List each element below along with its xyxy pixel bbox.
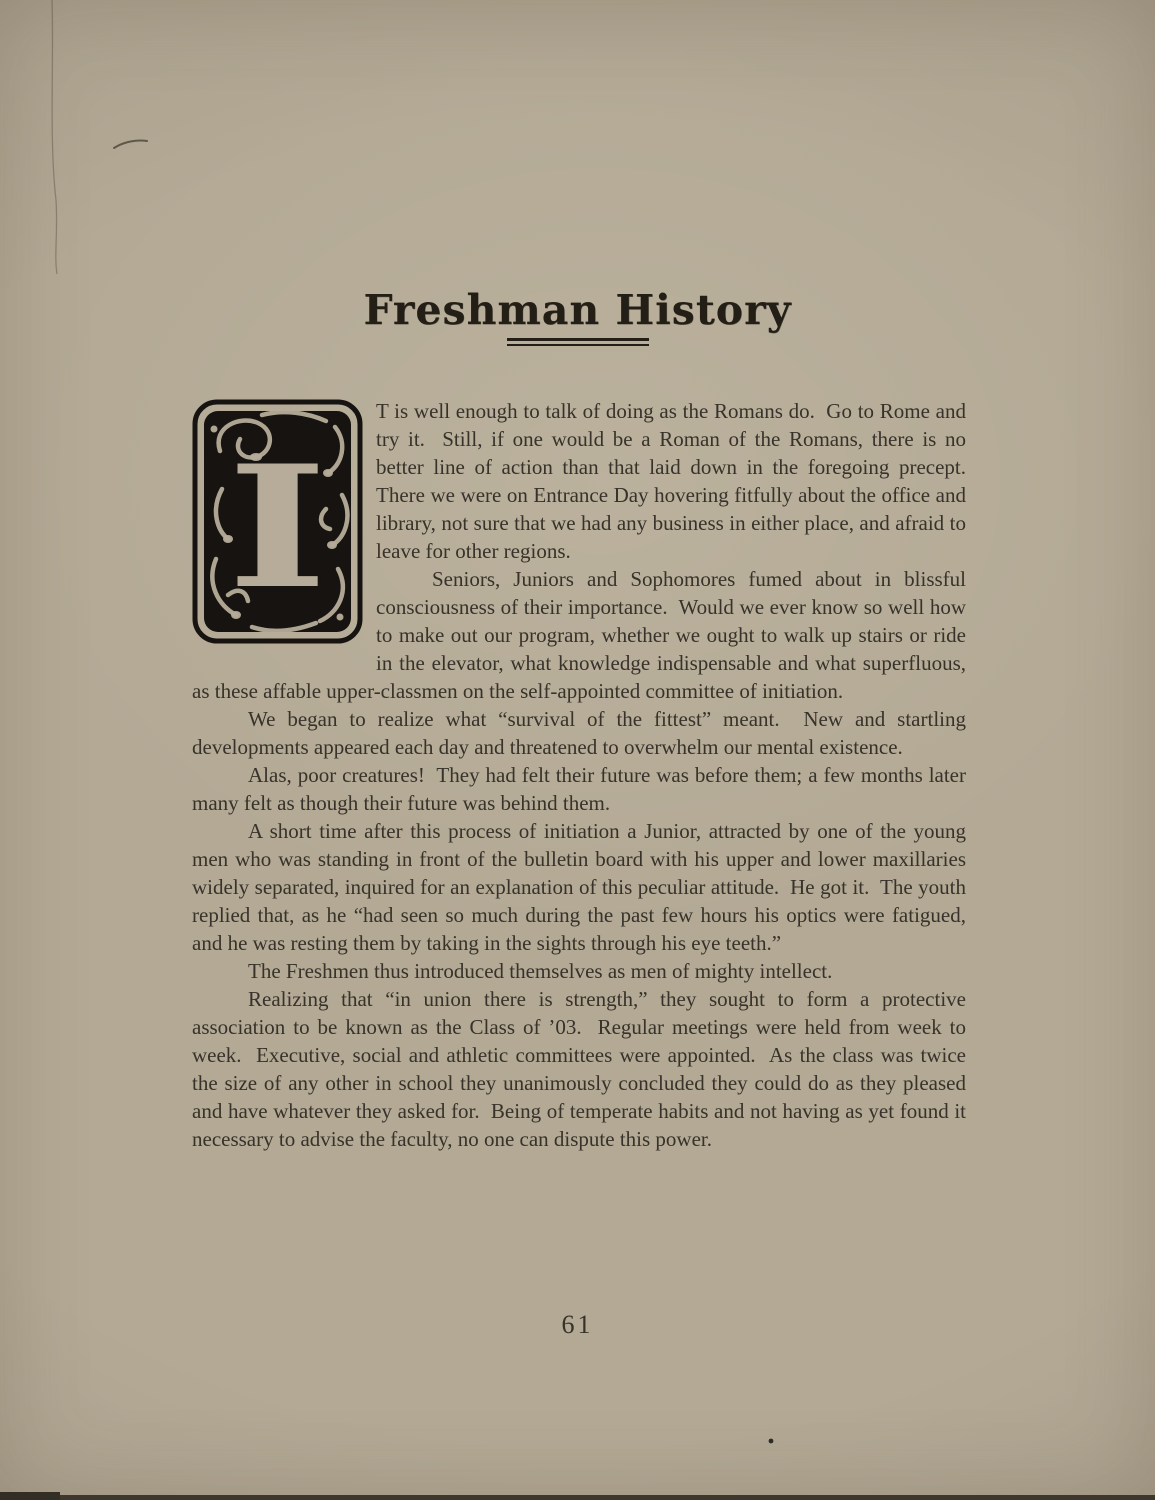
drop-cap-illustration (192, 399, 363, 644)
chapter-header (0, 288, 1155, 346)
title-underline-thin-rule (507, 344, 649, 346)
paragraph-1: T is well enough to talk of doing as the Romans do. Go to Rome and try it. Still, if one would be a Roman of the Romans, there is no better line of action than that laid down in the foregoing precept. There we were on Entrance Day hovering fitfully about the office and library, not sure that we had any business in either place, and afraid to leave for other regions. (376, 399, 977, 563)
paragraph-3: We began to realize what “survival of the fittest” meant. New and startling developments appeared each day and threatened to overwhelm our mental existence. (192, 707, 972, 759)
page-footer (0, 1310, 1155, 1340)
paragraph-6: The Freshmen thus introduced themselves as men of mighty intellect. (248, 959, 833, 983)
paragraph-4: Alas, poor creatures! They had felt their future was before them; a few months later many felt as though their future was behind them. (192, 763, 972, 815)
scan-edge-bottom (0, 1495, 1155, 1500)
drop-cap-ornament (192, 397, 376, 657)
paragraph-7: Realizing that “in union there is strength,” they sought to form a protective association to be known as the Class of ’03. Regular meetings were held from week to week. Executive, social and athletic committees were appointed. As the class was twice the size of any other in school they unanimously concluded they could do as they pleased and have whatever they asked for. Being of temperate habits and not having as yet found it necessary to advise the faculty, no one can dispute this power. (192, 987, 972, 1151)
paragraph-5: A short time after this process of initiation a Junior, attracted by one of the young men who was standing in front of the bulletin board with his upper and lower maxillaries widely separated, inquired for an explanation of this peculiar attitude. He got it. The youth replied that, as he “had seen so much during the past few hours his optics were fatigued, and he was resting them by taking in the sights through his eye teeth.” (192, 819, 972, 955)
paper-crease (52, 0, 57, 274)
title-underline (507, 338, 649, 346)
body-text-block (192, 397, 977, 1153)
drop-cap-letter: I (227, 428, 328, 626)
pencil-mark (114, 141, 147, 148)
page-title: Freshman History (363, 286, 792, 334)
page-number: 61 (561, 1310, 594, 1339)
scan-edge-bottom-corner (0, 1492, 60, 1500)
ink-speck (769, 1439, 774, 1444)
paragraph-2: Seniors, Juniors and Sophomores fumed about in blissful consciousness of their importance. Would we ever know so well how to make out our program, whether we ought to walk up stairs or ride in the elevator, what knowledge indispensable and what superfluous, as these affable upper-classmen on the self-appointed committee of initiation. (192, 567, 972, 703)
title-underline-thick-rule (507, 338, 649, 341)
